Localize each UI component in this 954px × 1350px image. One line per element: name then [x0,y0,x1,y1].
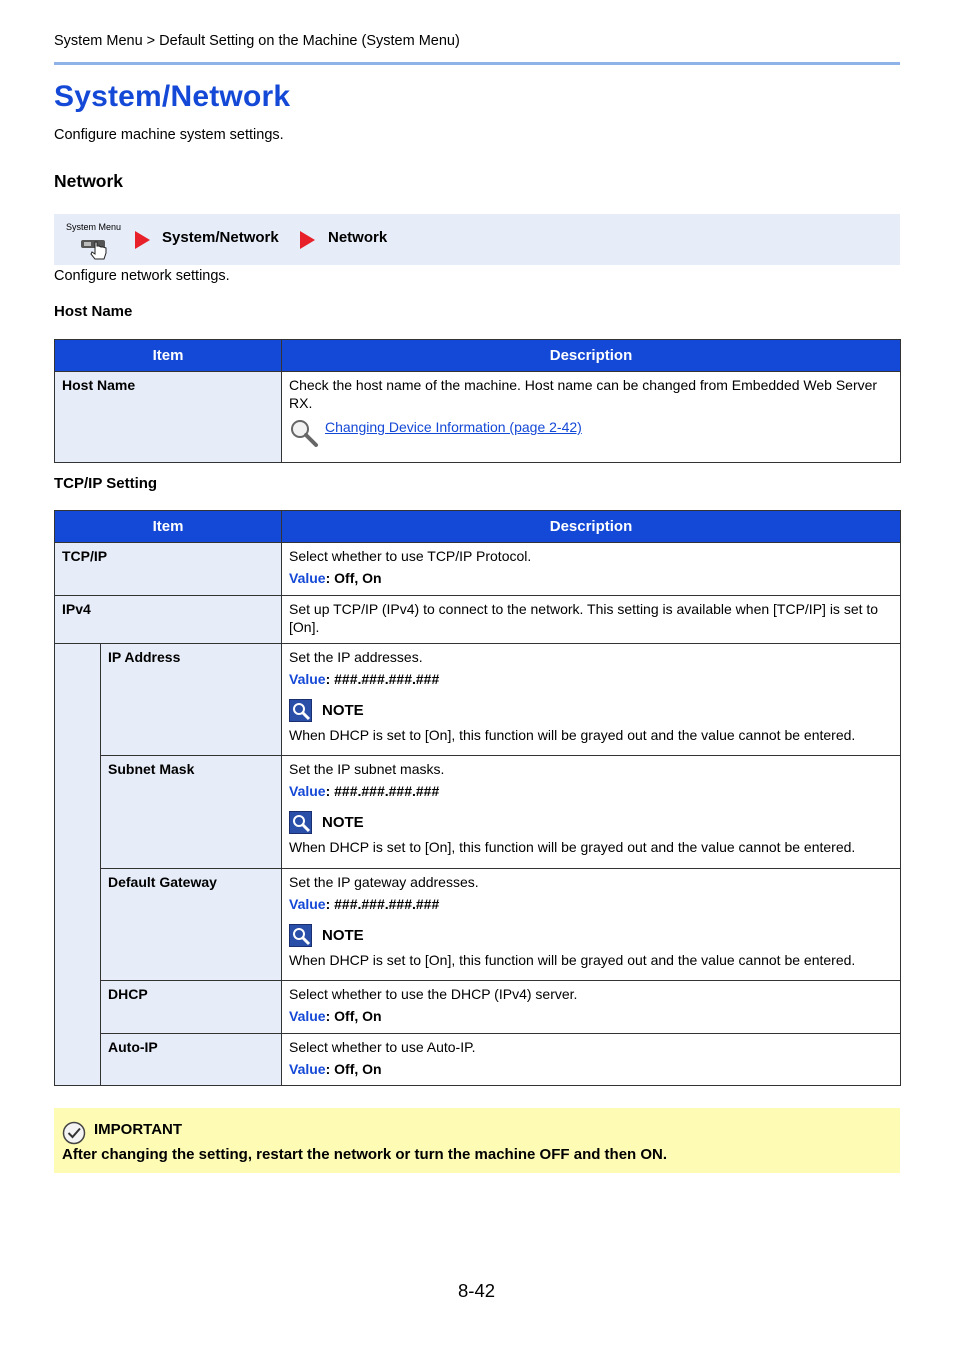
system-menu-key-label: System Menu [66,222,122,232]
nav-step-system-network: System/Network [162,229,279,246]
nav-arrow-icon [135,231,150,249]
table-row [55,372,901,463]
item-cell: Auto-IP [101,1034,282,1086]
description-cell: Set up TCP/IP (IPv4) to connect to the network. This setting is available when [TCP/IP] is set to [On]. [282,596,901,644]
note-icon [289,699,312,722]
value-label: Value [289,570,326,586]
note-heading [289,811,893,834]
value-line [289,670,893,688]
value-label: Value [289,896,326,912]
column-header-item: Item [55,340,282,372]
table-row-default-gateway [55,869,901,981]
description-cell [282,644,901,756]
tcpip-setting-heading: TCP/IP Setting [54,475,158,492]
value-line [289,1060,893,1078]
description-text: Set the IP addresses. [289,649,423,665]
navigation-path [54,214,900,265]
value-label: Value [289,1061,326,1077]
reference-link-row [289,418,893,448]
note-text: When DHCP is set to [On], this function will be grayed out and the value cannot be entered. [289,839,856,855]
indent-cell [55,644,101,1086]
item-cell: IPv4 [55,596,282,644]
header-rule [54,62,900,65]
nav-step-network: Network [328,229,388,246]
description-cell [282,756,901,869]
page-subtitle: Configure machine system settings. [54,127,284,143]
value-label: Value [289,1008,326,1024]
page-title: System/Network [54,80,291,113]
magnifier-icon [289,418,319,448]
item-cell: Host Name [55,372,282,463]
column-header-item: Item [55,511,282,543]
value-label: Value [289,671,326,687]
description-text: Select whether to use Auto-IP. [289,1039,476,1055]
value-text: : ###.###.###.### [325,671,440,687]
value-text: : ###.###.###.### [325,896,440,912]
table-row-auto-ip [55,1034,901,1086]
system-menu-key [66,222,126,262]
note-icon [289,924,312,947]
table-row-dhcp [55,981,901,1034]
host-name-heading: Host Name [54,303,133,320]
item-cell: TCP/IP [55,543,282,596]
host-name-table [54,339,901,463]
value-line [289,895,893,913]
note-heading [289,699,893,722]
value-line [289,1007,893,1025]
note-label: NOTE [322,701,364,719]
column-header-description: Description [282,340,901,372]
value-line [289,569,893,587]
item-cell: DHCP [101,981,282,1034]
value-text: : Off, On [325,1061,382,1077]
pointing-hand-icon [80,234,110,262]
note-text: When DHCP is set to [On], this function will be grayed out and the value cannot be entered. [289,952,856,968]
table-row-ipv4 [55,596,901,644]
description-cell [282,1034,901,1086]
description-text: Set the IP gateway addresses. [289,874,479,890]
value-text: : ###.###.###.### [325,783,440,799]
changing-device-information-link[interactable]: Changing Device Information (page 2-42) [325,419,582,435]
network-description: Configure network settings. [54,268,230,284]
value-text: : Off, On [325,1008,382,1024]
item-cell: Subnet Mask [101,756,282,869]
note-label: NOTE [322,926,364,944]
important-text: After changing the setting, restart the network or turn the machine OFF and then ON. [62,1146,668,1163]
description-text: Select whether to use TCP/IP Protocol. [289,548,532,564]
value-line [289,782,893,800]
breadcrumb: System Menu > Default Setting on the Machine (System Menu) [54,33,460,49]
item-cell: Default Gateway [101,869,282,981]
table-row-ip-address [55,644,901,756]
note-text: When DHCP is set to [On], this function will be grayed out and the value cannot be entered. [289,727,856,743]
value-label: Value [289,783,326,799]
description-cell [282,981,901,1034]
description-cell [282,869,901,981]
note-heading [289,924,893,947]
description-text: Check the host name of the machine. Host name can be changed from Embedded Web Server RX. [289,377,878,411]
nav-arrow-icon [300,231,315,249]
table-row-subnet-mask [55,756,901,869]
item-cell: IP Address [101,644,282,756]
note-icon [289,811,312,834]
description-cell [282,543,901,596]
table-row-tcpip [55,543,901,596]
section-title: Network [54,171,124,191]
description-text: Set the IP subnet masks. [289,761,445,777]
note-label: NOTE [322,813,364,831]
checkmark-circle-icon [62,1121,86,1145]
description-text: Select whether to use the DHCP (IPv4) server. [289,986,578,1002]
important-box [54,1108,900,1173]
important-label: IMPORTANT [94,1121,183,1138]
table-header-row [55,340,901,372]
value-text: : Off, On [325,570,382,586]
table-header-row [55,511,901,543]
column-header-description: Description [282,511,901,543]
page-number: 8-42 [458,1280,496,1301]
description-cell [282,372,901,463]
tcpip-setting-table [54,510,901,1086]
